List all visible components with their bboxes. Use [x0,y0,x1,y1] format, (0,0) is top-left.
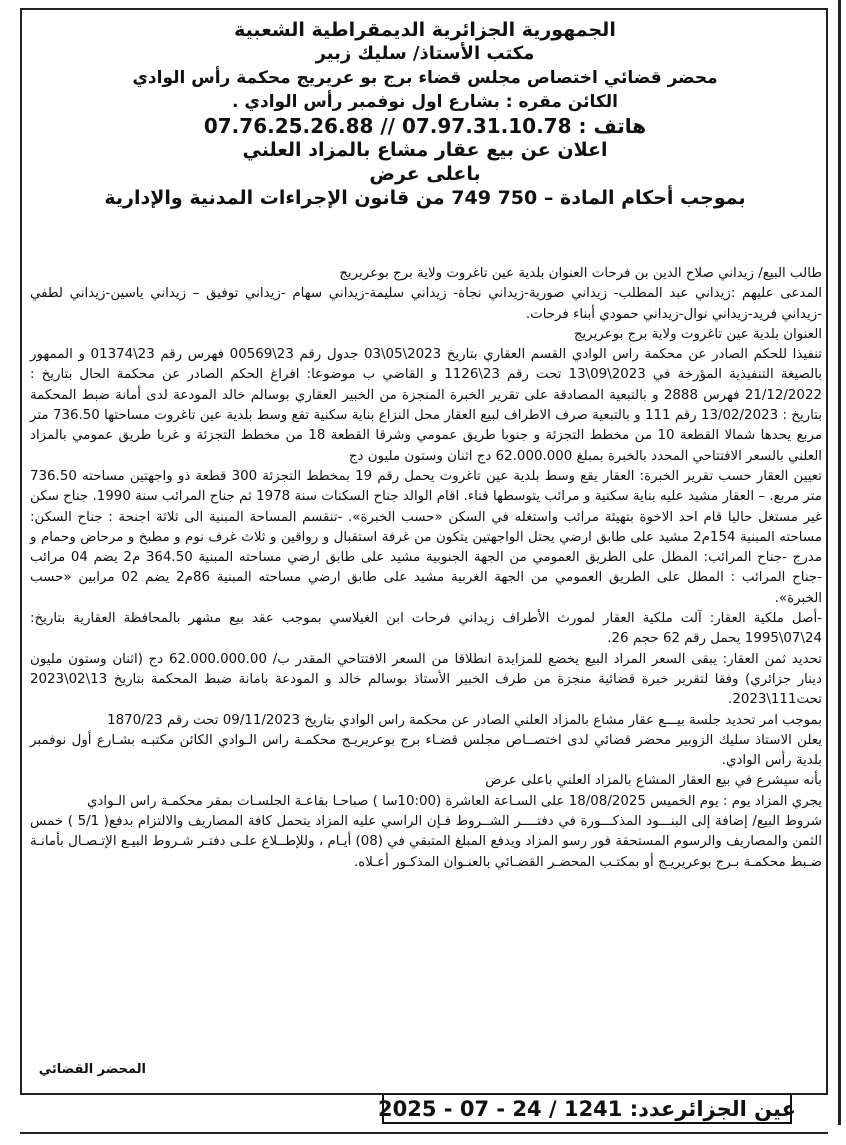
republic-title: الجمهورية الجزائرية الديمقراطية الشعبية [234,19,616,41]
bailiff-signature: المحضر القضائي [38,1062,146,1077]
office-address: الكائن مقره : بشارع اول نوفمبر رأس الوادي . [232,92,618,112]
right-column-rule [838,0,841,1125]
body-paragraph: بموجب امر تحديد جلسة بيـــع عقار مشاع بالمزاد العلني الصادر عن محكمة راس الوادي بتاريخ 09/11/2023 تحت رقم 1870/23 [107,712,822,728]
phone-numbers: هاتف : 07.97.31.10.78 // 07.76.25.26.88 [203,114,647,138]
body-paragraph: شروط البيع/ إضافة إلى البنـــود المذكـــورة في دفتــــر الشــروط فـإن الراسي عليه المزاد يتحمل كافة المصاريف والالتزام بدفع( 5/1 ) خمس الثمن والمصاريف والرسوم المستحقة فور رسو المزاد ويدفع المبلغ المتبقي في (08) أيـام ، وللإطــلاع علـى دفتـر شـروط البيـع الإتـصـال بأمانـة ضـبط محكمـة بـرج بوعريريـج أو بمكتـب المحضـر القضـائي بالعنـوان المذكـور أعـلاه. [30,814,823,870]
bottom-rule [20,1132,828,1134]
newspaper-issue-stamp: عين الجزائرعدد: 1241 / 24 - 07 - 2025 [382,1094,792,1124]
body-paragraph: تنفيذا للحكم الصادر عن محكمة راس الوادي القسم العقاري بتاريخ 2023\05\03 جدول رقم 23\00569 فهرس رقم 23\01374 و الممهور بالصيغة التنفيذية المؤرخة في 2023\09\13 تحت رقم 23\1126 و القاضي ب موضوعا: افراغ الحكم الصادر عن محكمة الحال بتاريخ : 21/12/2022 فهرس 2888 و بالتبعية المصادقة على تقرير الخبرة المنجزة من الخبير العقاري بوسالم خالد المودعة لدى أمانة ضبط المحكمة بتاريخ : 13/02/2023 رقم 111 و بالتبعية صرف الاطراف لبيع العقار محل النزاع بناية سكنية تقع وسط بلدية عين تاغروت مساحتها 736.50 متر مربع يحدها شمالا القطعة 10 من مخطط التجزئة و جنوبا طريق عمومي وشرقا القطعة 18 من مخطط التجزئة و غربا طريق عمومي بالمزاد العلني بالسعر الافتتاحي المحدد بالخبرة بمبلغ 62.000.000 دج اثنان وستون مليون دج [30,347,823,464]
body-paragraph: المدعى عليهم :زيداني عبد المطلب- زيداني صورية-زيداني نجاة- زيداني سليمة-زيداني سهام -زيداني توفيق – زيداني ياسين-زيداني لطفي -زيداني فريد-زيداني نوال-زيداني حمودي أبناء فرحات. [30,286,822,322]
body-paragraph: طالب البيع/ زيداني صلاح الدين بن فرحات العنوان بلدية عين تاغروت ولاية برج بوعريريج [339,266,822,281]
announcement-title: اعلان عن بيع عقار مشاع بالمزاد العلني [242,139,608,161]
legal-reference: بموجب أحكام المادة – 750 749 من قانون الإجراءات المدنية والإدارية [104,187,746,209]
body-paragraph: -أصل ملكية العقار: آلت ملكية العقار لمورث الأطراف زيداني فرحات ابن الغيلاسي بموجب عقد بيع مشهر بالمحافظة العقارية بتاريخ: 24\07\1995 يحمل رقم 62 حجم 26. [30,611,822,647]
body-paragraph: بأنه سيشرع في بيع العقار المشاع بالمزاد العلني باعلى عرض [485,773,822,789]
body-paragraph: العنوان بلدية عين تاغروت ولاية برج بوعريريج [573,326,822,342]
announcement-header [30,18,820,210]
announcement-body [30,264,822,873]
body-paragraph: يعلن الاستاذ سليك الزوبير محضر قضائي لدى اختصــاص مجلس قضـاء برج بوعريريـج محكمـة راس الـوادي الكائن مكتبـه بشـارع أول نوفمبر بلدية رأس الوادي. [30,732,822,769]
body-paragraph: يجري المزاد يوم : يوم الخميس 18/08/2025 على السـاعة العاشرة (10:00سا ) صباحـا بقاعـة الجلسـات بمقر محكمـة راس الـوادي [86,793,822,809]
body-paragraph: تحديد ثمن العقار: يبقى السعر المراد البيع يخضع للمزايدة انطلاقا من السعر الافتتاحي المقدر ب/ 62.000.000.00 دج (اثنان وستون مليون دينار جزائري) وفقا لتقرير خبرة قضائية منجزة من طرف الخبير الأستاذ بوسالم خالد و المودعة بامانة ضبط المحكمة بتاريخ 13\02\2023 تحت111\2023. [30,651,822,708]
office-name: مكتب الأستاذ/ سليك زبير [315,43,535,64]
announcement-subtitle: باعلى عرض [369,163,481,185]
body-paragraph: تعيين العقار حسب تقرير الخبرة: العقار يقع وسط بلدية عين تاغروت يحمل رقم 19 بمخطط التجزئة 300 قطعة ذو واجهتين مساحته 736.50 متر مربع. – العقار مشيد عليه بناية سكنية و مرائب يتوسطها فناء. اقام الوالد جناح السكنات سنة 1978 ثم جناح المرائب سنة 1990. جناح سكن غير مستغل حاليا قام احد الاخوة بتهيئة مرائب واستغله في السكن «حسب الخبرة». -تنقسم المساحة المبنية الى ثلاثة اجنحة : جناح السكن: مساحته المبنية 154م2 مشيد على طابق ارضي يحتل الواجهتين يتكون من غرفة استقبال و رواقين و ثلاث غرف نوم و مطبخ و مرحاض وحمام و مدرج -جناح المرائب: المطل على الطريق العمومي من الجهة الجنوبية مشيد على طابق ارضي مساحته المبنية 364.50 م2 يضم 04 مرائب -جناح المرائب : المطل على الطريق العمومي من الجهة الغربية مشيد على طابق ارضي مساحته المبنية 86م2 يضم 02 مرابين «حسب الخبرة». [30,468,822,606]
bailiff-jurisdiction: محضر قضائي اختصاص مجلس قضاء برج بو عريريج محكمة رأس الوادي [132,68,718,88]
